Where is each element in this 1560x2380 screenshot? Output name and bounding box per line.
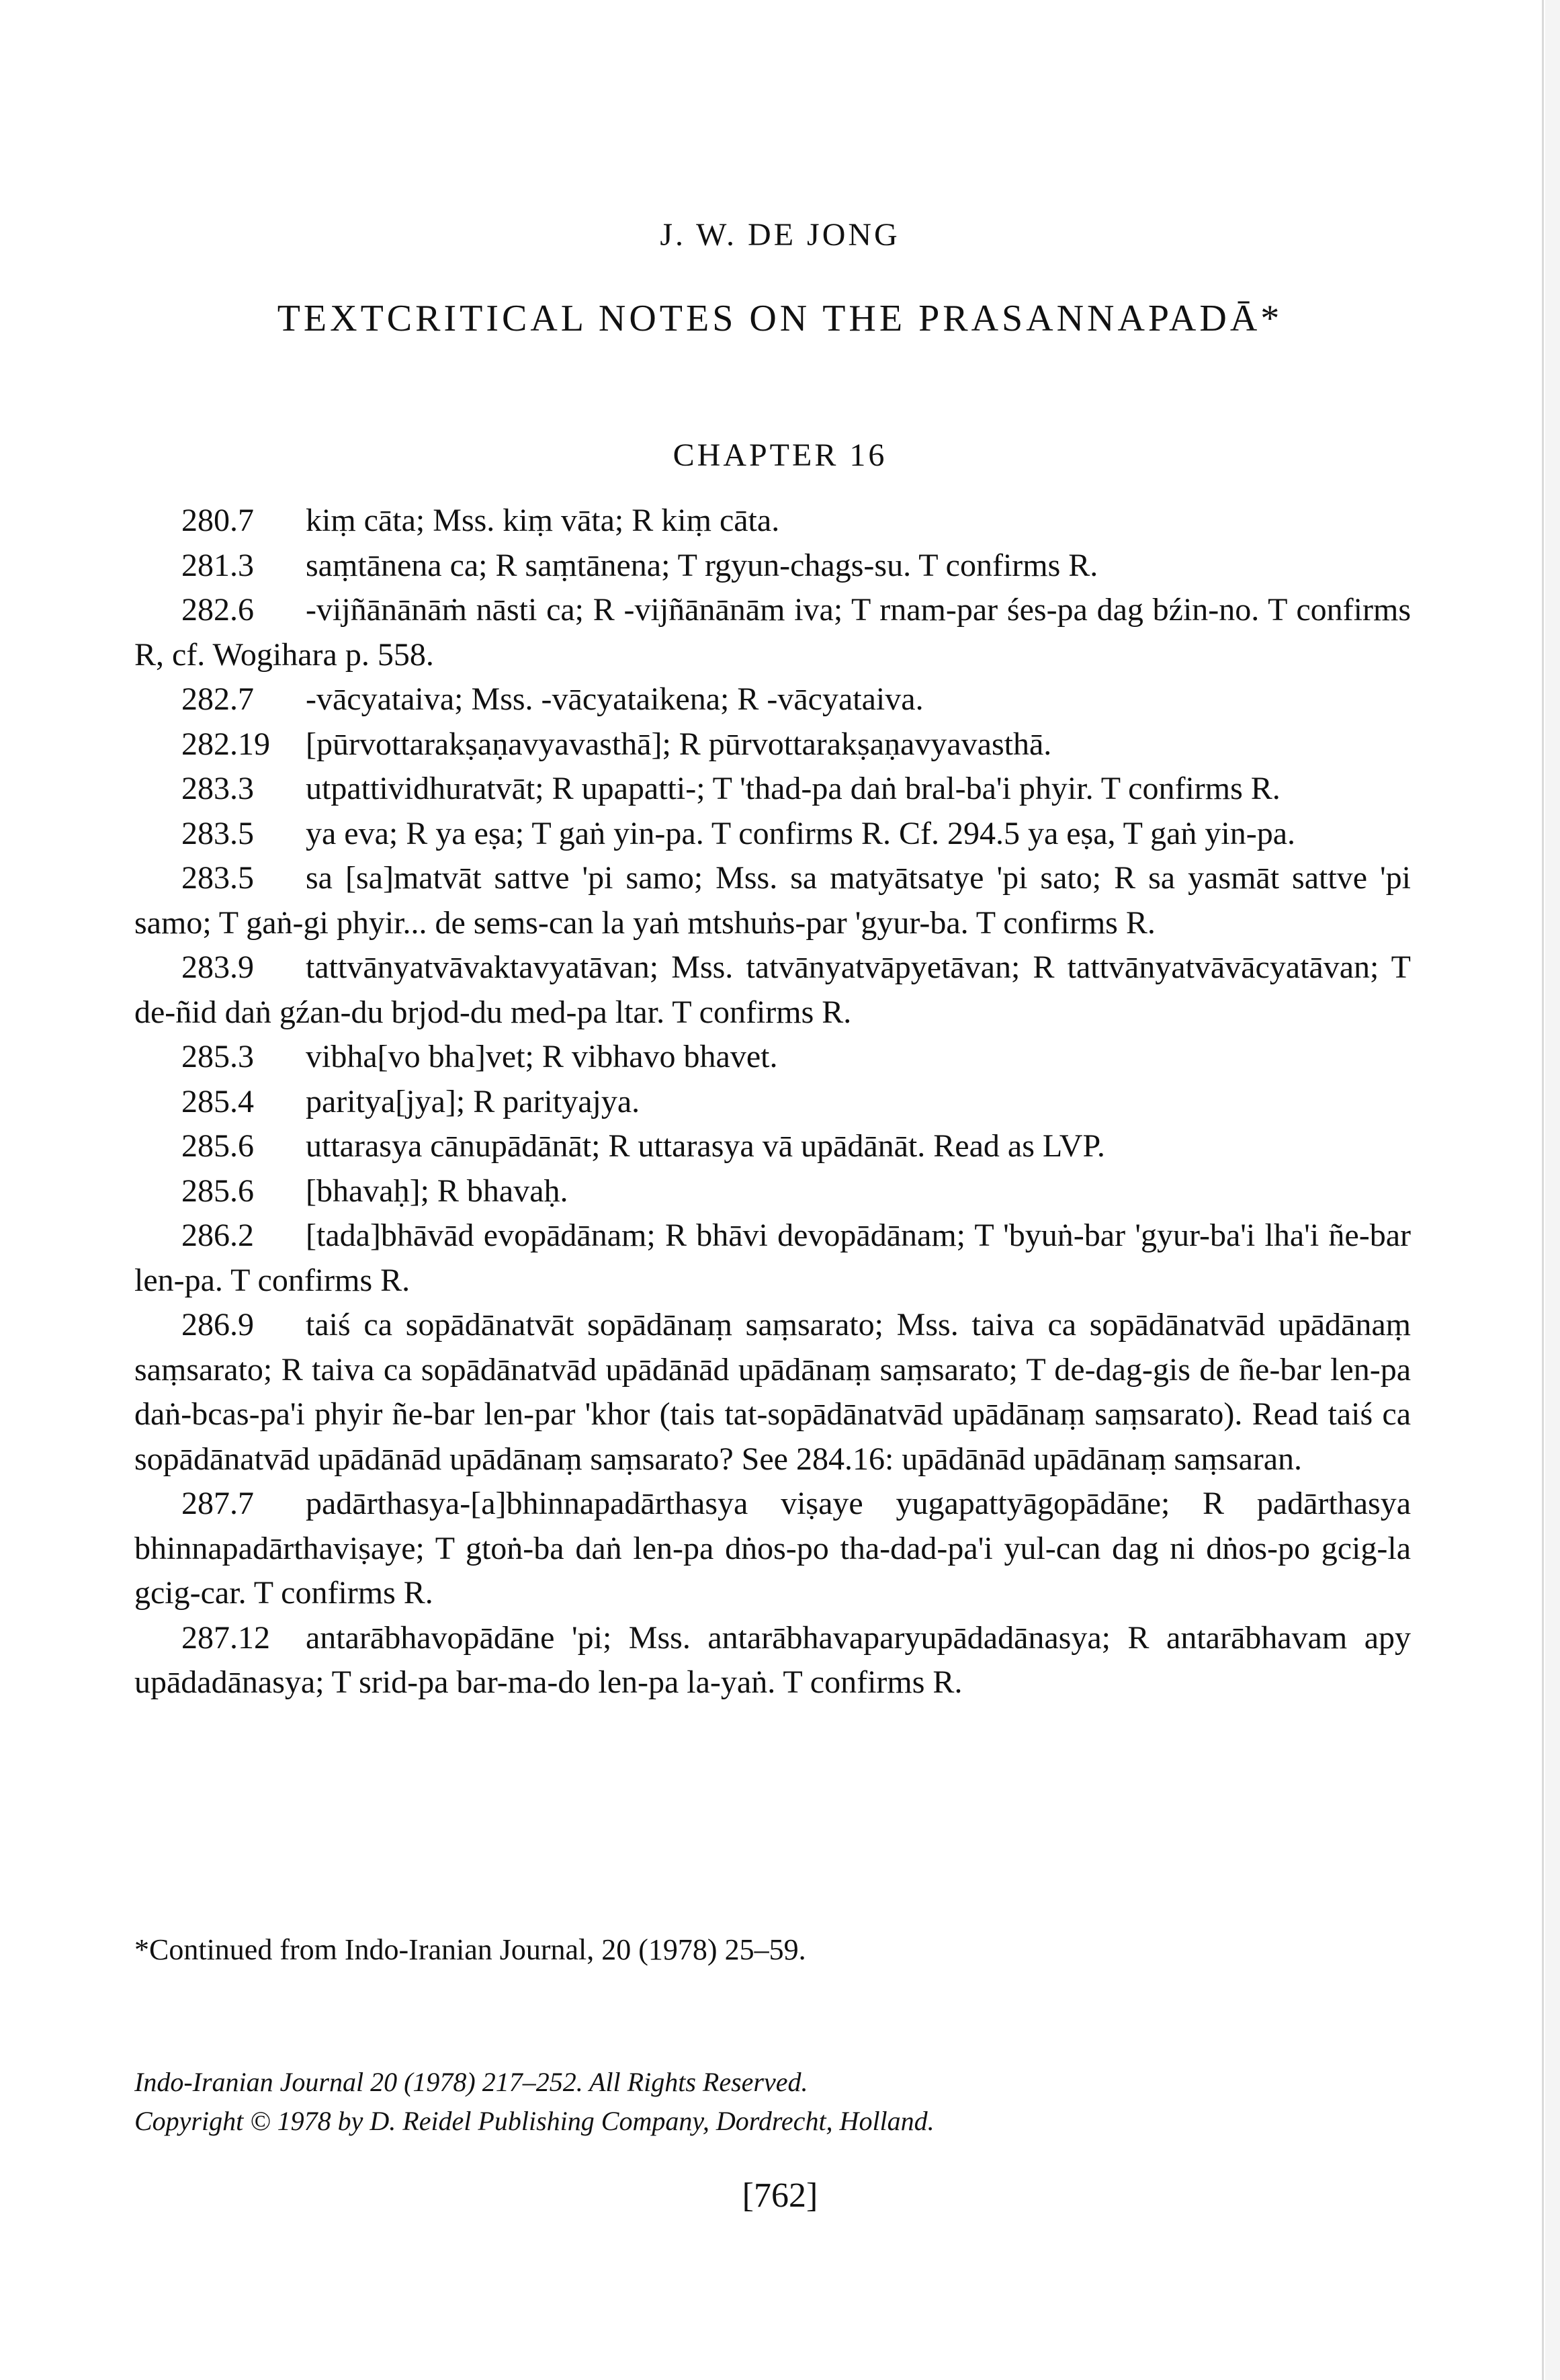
note-ref: 286.9 <box>181 1307 254 1343</box>
copyright-line: Copyright © 1978 by D. Reidel Publishing Company, Dordrecht, Holland. <box>134 2106 935 2136</box>
note-entry <box>134 1124 1411 1169</box>
note-text: utpattividhuratvāt; R upapatti-; T 'thad-pa daṅ bral-ba'i phyir. T confirms R. <box>306 771 1281 806</box>
page-edge-line <box>1542 0 1544 2380</box>
note-entry <box>134 1482 1411 1616</box>
note-entry <box>134 499 1411 544</box>
imprint-line: Indo-Iranian Journal 20 (1978) 217–252. All Rights Reserved. <box>134 2067 808 2097</box>
note-text: uttarasya cānupādānāt; R uttarasya vā upādānāt. Read as LVP. <box>306 1128 1105 1164</box>
note-text: -vācyataiva; Mss. -vācyataikena; R -vācyataiva. <box>306 681 924 717</box>
note-ref: 285.4 <box>181 1083 254 1119</box>
note-ref: 285.3 <box>181 1039 254 1074</box>
note-ref: 282.19 <box>181 726 270 762</box>
note-ref: 283.5 <box>181 860 254 896</box>
note-text: ya eva; R ya eṣa; T gaṅ yin-pa. T confirms R. Cf. 294.5 ya eṣa, T gaṅ yin-pa. <box>306 815 1296 851</box>
note-ref: 283.3 <box>181 771 254 806</box>
note-entry <box>134 767 1411 812</box>
note-ref: 285.6 <box>181 1173 254 1209</box>
note-entry <box>134 1303 1411 1482</box>
note-text: [tada]bhāvād evopādānam; R bhāvi devopādānam; T 'byuṅ-bar 'gyur-ba'i lha'i ñe-bar len-pa. T confirms R. <box>134 1218 1411 1298</box>
note-entry <box>134 544 1411 589</box>
note-ref: 287.12 <box>181 1619 270 1656</box>
note-entry <box>134 812 1411 857</box>
note-ref: 283.5 <box>181 815 254 851</box>
note-text: [pūrvottarakṣaṇavyavasthā]; R pūrvottarakṣaṇavyavasthā. <box>306 726 1052 762</box>
note-entry <box>134 1169 1411 1214</box>
note-entry <box>134 1035 1411 1080</box>
textcritical-notes <box>134 499 1411 1705</box>
note-ref: 285.6 <box>181 1128 254 1164</box>
page-margin-shadow <box>1545 0 1560 2380</box>
note-text: sa [sa]matvāt sattve 'pi samo; Mss. sa matyātsatye 'pi sato; R sa yasmāt sattve 'pi samo; T gaṅ-gi phyir... de sems-can la yaṅ mtshuṅs-par 'gyur-ba. T confirms R. <box>134 860 1411 941</box>
note-entry <box>134 1080 1411 1125</box>
note-ref: 280.7 <box>181 503 254 538</box>
note-text: [bhavaḥ]; R bhavaḥ. <box>306 1173 568 1209</box>
note-ref: 282.7 <box>181 681 254 717</box>
note-entry <box>134 945 1411 1035</box>
note-entry <box>134 1214 1411 1303</box>
note-entry <box>134 856 1411 945</box>
note-ref: 287.7 <box>181 1486 254 1521</box>
note-entry <box>134 588 1411 677</box>
article-title: TEXTCRITICAL NOTES ON THE PRASANNAPADĀ* <box>277 298 1283 339</box>
note-text: saṃtānena ca; R saṃtānena; T rgyun-chags-su. T confirms R. <box>306 547 1098 583</box>
note-ref: 282.6 <box>181 592 254 628</box>
note-entry <box>134 722 1411 767</box>
note-ref: 286.2 <box>181 1218 254 1253</box>
note-entry <box>134 1616 1411 1705</box>
note-text: antarābhavopādāne 'pi; Mss. antarābhavaparyupādadānasya; R antarābhavam apy upādadānasya; T srid-pa bar-ma-do len-pa la-yaṅ. T confirms R. <box>134 1619 1411 1700</box>
chapter-heading: CHAPTER 16 <box>673 437 887 473</box>
page-number: [762] <box>742 2176 818 2215</box>
note-ref: 281.3 <box>181 547 254 583</box>
note-text: -vijñānānāṁ nāsti ca; R -vijñānānām iva; T rnam-par śes-pa dag bźin-no. T confirms R, cf. Wogihara p. 558. <box>134 592 1411 673</box>
note-text: tattvānyatvāvaktavyatāvan; Mss. tatvānyatvāpyetāvan; R tattvānyatvāvācyatāvan; T de-ñid daṅ gźan-du brjod-du med-pa ltar. T confirms R. <box>134 949 1411 1030</box>
note-text: padārthasya-[a]bhinnapadārthasya viṣaye yugapattyāgopādāne; R padārthasya bhinnapadārthaviṣaye; T gtoṅ-ba daṅ len-pa dṅos-po tha-dad-pa'i yul-can dag ni dṅos-po gcig-la gcig-car. T confirms R. <box>134 1486 1411 1611</box>
note-text: taiś ca sopādānatvāt sopādānaṃ saṃsarato; Mss. taiva ca sopādānatvād upādānaṃ saṃsarato; R taiva ca sopādānatvād upādānād upādānaṃ saṃsarato; T de-dag-gis de ñe-bar len-pa daṅ-bcas-pa'i phyir ñe-bar len-par 'khor (tais tat-sopādānatvād upādānaṃ saṃsarato). Read taiś ca sopādānatvād upādānād upādānaṃ saṃsarato? See 284.16: upādānād upādānaṃ saṃsaran. <box>134 1307 1411 1477</box>
note-text: paritya[jya]; R parityajya. <box>306 1083 640 1119</box>
continuation-footnote: *Continued from Indo-Iranian Journal, 20 (1978) 25–59. <box>134 1933 806 1966</box>
note-text: kiṃ cāta; Mss. kiṃ vāta; R kiṃ cāta. <box>306 503 780 538</box>
author-name: J. W. DE JONG <box>660 217 900 253</box>
note-ref: 283.9 <box>181 949 254 985</box>
note-text: vibha[vo bha]vet; R vibhavo bhavet. <box>306 1039 778 1074</box>
journal-imprint <box>134 2063 1411 2141</box>
note-entry <box>134 677 1411 722</box>
